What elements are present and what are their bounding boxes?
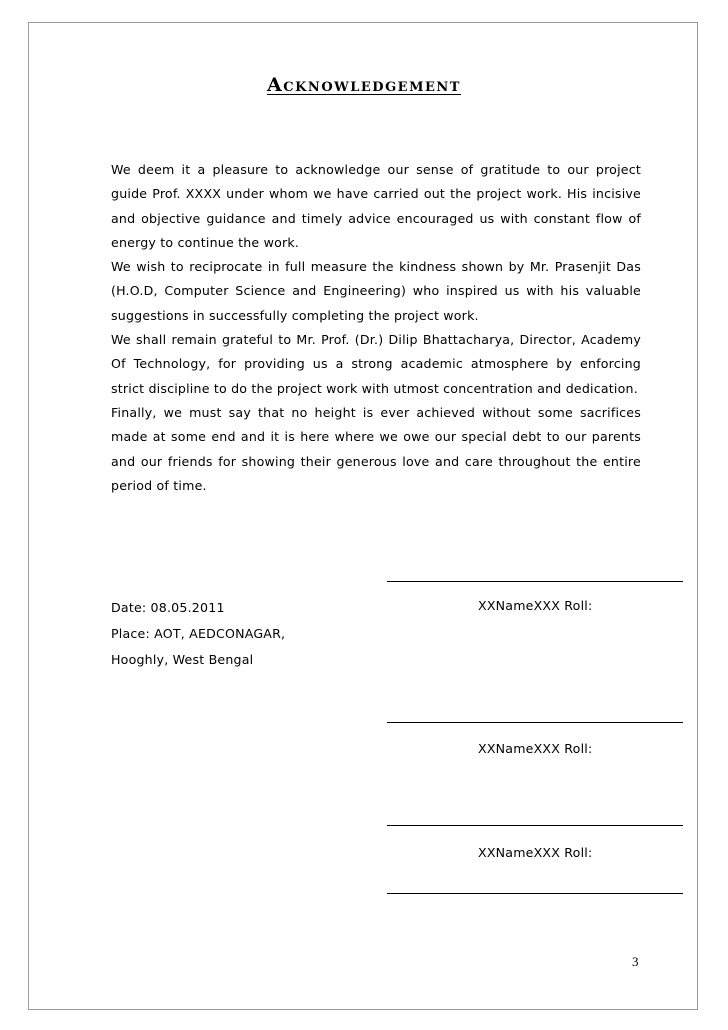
page-title: Acknowledgement — [267, 74, 461, 96]
place-line: Place: AOT, AEDCONAGAR, — [111, 626, 286, 641]
signatory-name-1: XXNameXXX Roll: — [478, 598, 593, 613]
place-line-region: Hooghly, West Bengal — [111, 652, 254, 667]
signature-line — [387, 581, 683, 582]
paragraph-gratitude-guide: We deem it a pleasure to acknowledge our sense of gratitude to our project guide Prof. XXXX under whom we have carried out the project work. His incisive and objective guidance and timely advice encouraged us with constant flow of energy to continue the work. — [111, 162, 641, 250]
paragraph-director-thanks: We shall remain grateful to Mr. Prof. (Dr.) Dilip Bhattacharya, Director, Academy Of Technology, for providing us a strong academic atmosphere by enforcing strict discipline to do the project work with utmost concentration and dedication. — [111, 332, 641, 396]
paragraph-family-thanks: Finally, we must say that no height is ever achieved without some sacrifices made at some end and it is here where we owe our special debt to our parents and our friends for showing their generous love and care throughout the entire period of time. — [111, 404, 641, 493]
date-line: Date: 08.05.2011 — [111, 600, 225, 615]
acknowledgement-body — [111, 158, 641, 498]
signatory-name-3: XXNameXXX Roll: — [478, 845, 593, 860]
page-number: 3 — [632, 954, 639, 969]
signature-line — [387, 722, 683, 723]
signature-line — [387, 893, 683, 894]
signatory-name-2: XXNameXXX Roll: — [478, 741, 593, 756]
paragraph-hod-thanks: We wish to reciprocate in full measure the kindness shown by Mr. Prasenjit Das (H.O.D, Computer Science and Engineering) who inspired us with his valuable suggestions in successfully completing the project work. — [111, 259, 641, 323]
signature-line — [387, 825, 683, 826]
